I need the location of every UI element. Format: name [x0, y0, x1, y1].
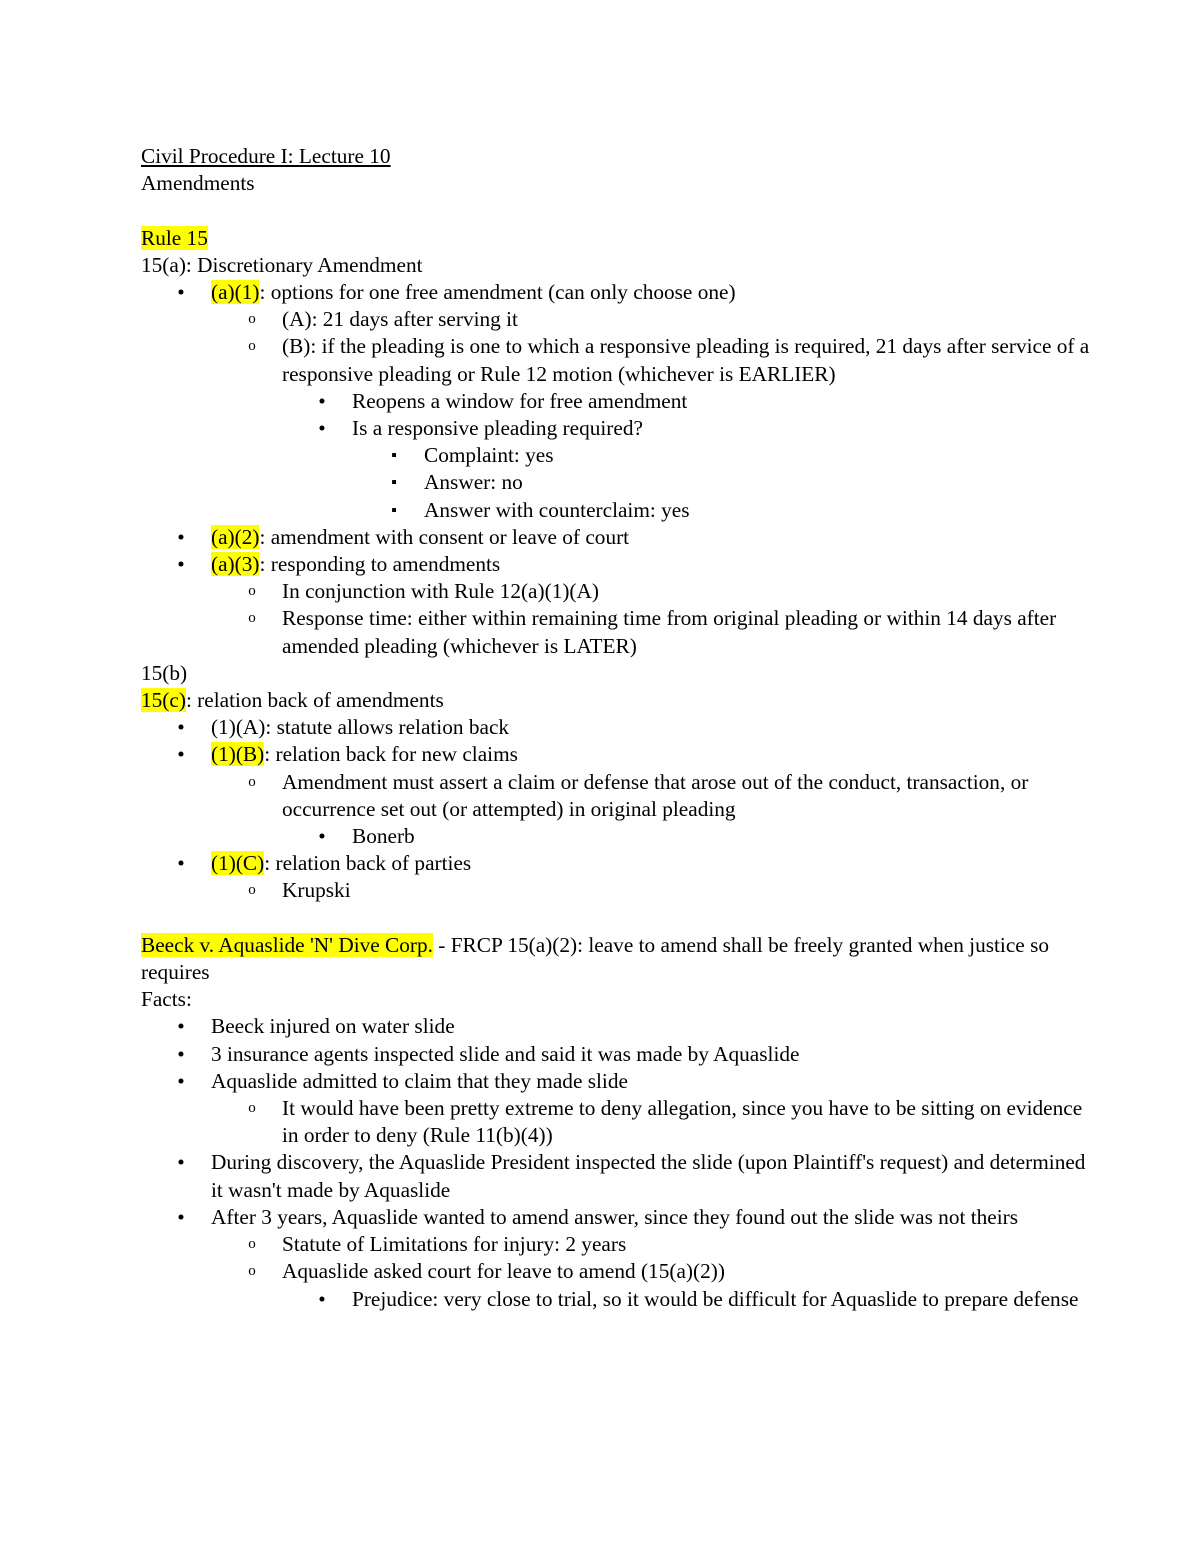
list-item-bonerb: [141, 823, 1100, 850]
list-item-c1B: [141, 741, 1100, 768]
a1-text: : options for one free amendment (can only choose one): [259, 280, 736, 304]
statute-text: Statute of Limitations for injury: 2 years: [282, 1232, 627, 1257]
bullet-icon: •: [177, 552, 185, 577]
circle-bullet-icon: o: [248, 583, 256, 600]
case-name: Beeck v. Aquaslide 'N' Dive Corp.: [141, 932, 433, 957]
bullet-icon: •: [177, 524, 185, 549]
list-item-fact: [141, 1041, 1100, 1068]
list-item-counterclaim: [141, 497, 1100, 524]
circle-bullet-icon: o: [248, 338, 256, 355]
a1-label: (a)(1): [211, 280, 260, 304]
section-heading-rule15: [141, 225, 1100, 252]
list-item-reopens: [141, 388, 1100, 415]
c1C-label: (1)(C): [211, 851, 265, 876]
bonerb-text: Bonerb: [352, 824, 415, 849]
a3-response-time-text: Response time: either within remaining time from original pleading or within 14 days after amended pleading (whichever is LATER): [282, 606, 1057, 658]
krupski-text: Krupski: [282, 878, 351, 903]
list-item-prejudice: [141, 1286, 1100, 1313]
required-question-text: Is a responsive pleading required?: [352, 416, 643, 441]
circle-bullet-icon: o: [248, 610, 256, 627]
case-summary: - FRCP 15(a)(2): leave to amend shall be freely granted when justice so requires: [141, 932, 1050, 985]
list-item-fact: [141, 1013, 1100, 1040]
bullet-icon: •: [318, 416, 326, 441]
a3-label: (a)(3): [211, 552, 260, 577]
circle-bullet-icon: o: [248, 1263, 256, 1280]
bullet-icon: •: [177, 715, 185, 740]
subsection-15c: [141, 687, 1100, 714]
bullet-icon: •: [177, 742, 185, 767]
15c-text: : relation back of amendments: [185, 688, 444, 713]
counterclaim-text: Answer with counterclaim: yes: [424, 497, 690, 522]
rule15c-list: [141, 714, 1100, 904]
list-item-discovery: [141, 1149, 1100, 1203]
bullet-icon: •: [177, 1014, 185, 1039]
square-bullet-icon: ▪: [391, 474, 397, 492]
15c-label: 15(c): [141, 688, 186, 713]
spacer: [141, 905, 1100, 932]
c1A-text: (1)(A): statute allows relation back: [211, 715, 510, 740]
c1C-text: : relation back of parties: [264, 851, 472, 876]
case-heading: [141, 932, 1100, 986]
answer-text: Answer: no: [424, 470, 523, 495]
list-item-c1A: [141, 714, 1100, 741]
circle-bullet-icon: o: [248, 773, 256, 790]
bullet-icon: •: [318, 824, 326, 849]
a3-conjunction-text: In conjunction with Rule 12(a)(1)(A): [282, 579, 599, 604]
list-item-after-3-years: [141, 1204, 1100, 1231]
subsection-15b: 15(b): [141, 660, 188, 685]
a2-label: (a)(2): [211, 524, 260, 549]
list-item-a1-B: [141, 333, 1100, 387]
list-item-a1: [141, 279, 1100, 306]
facts-list: [141, 1013, 1100, 1312]
list-item-statute-of-limitations: [141, 1231, 1100, 1258]
bullet-icon: •: [177, 1204, 185, 1229]
list-item-leave-to-amend: [141, 1258, 1100, 1285]
list-item-extreme: [141, 1095, 1100, 1149]
fact-text: Aquaslide admitted to claim that they made slide: [211, 1068, 628, 1093]
spacer: [141, 197, 1100, 224]
extreme-text: It would have been pretty extreme to deny allegation, since you have to be sitting on evidence in order to deny (Rule 11(b)(4)): [282, 1096, 1083, 1148]
bullet-icon: •: [318, 388, 326, 413]
circle-bullet-icon: o: [248, 1100, 256, 1117]
list-item-a2: [141, 524, 1100, 551]
list-item-krupski: [141, 877, 1100, 904]
bullet-icon: •: [177, 1041, 185, 1066]
rule15a-list: [141, 279, 1100, 660]
circle-bullet-icon: o: [248, 311, 256, 328]
list-item-complaint: [141, 442, 1100, 469]
circle-bullet-icon: o: [248, 882, 256, 899]
c1B-detail-text: Amendment must assert a claim or defense that arose out of the conduct, transaction, or occurrence set out (or attempted) in original pleading: [282, 769, 1029, 821]
bullet-icon: •: [318, 1286, 326, 1311]
circle-bullet-icon: o: [248, 1236, 256, 1253]
bullet-icon: •: [177, 851, 185, 876]
a1-A-text: (A): 21 days after serving it: [282, 307, 518, 332]
a3-text: : responding to amendments: [259, 552, 501, 577]
bullet-icon: •: [177, 1150, 185, 1175]
reopens-text: Reopens a window for free amendment: [352, 388, 688, 413]
bullet-icon: •: [177, 1068, 185, 1093]
list-item-required-question: [141, 415, 1100, 442]
list-item-a3-conjunction: [141, 578, 1100, 605]
document-topic: Amendments: [141, 171, 255, 196]
rule15-heading: Rule 15: [141, 225, 208, 250]
prejudice-text: Prejudice: very close to trial, so it would be difficult for Aquaslide to prepare defense: [352, 1286, 1079, 1311]
a2-text: : amendment with consent or leave of court: [259, 524, 630, 549]
leave-to-amend-text: Aquaslide asked court for leave to amend (15(a)(2)): [282, 1259, 725, 1284]
list-item-answer: [141, 469, 1100, 496]
complaint-text: Complaint: yes: [424, 443, 554, 468]
list-item-c1B-detail: [141, 769, 1100, 823]
a1-B-text: (B): if the pleading is one to which a responsive pleading is required, 21 days after service of a responsive pleading or Rule 12 motion (whichever is EARLIER): [282, 334, 1090, 386]
fact-text: 3 insurance agents inspected slide and said it was made by Aquaslide: [211, 1041, 800, 1066]
square-bullet-icon: ▪: [391, 501, 397, 519]
fact-text: Beeck injured on water slide: [211, 1014, 455, 1039]
c1B-label: (1)(B): [211, 742, 265, 767]
discovery-text: During discovery, the Aquaslide President inspected the slide (upon Plaintiff's request) and determined it wasn't made by Aquaslide: [211, 1150, 1086, 1202]
c1B-text: : relation back for new claims: [264, 742, 518, 767]
list-item-fact: [141, 1068, 1100, 1095]
bullet-icon: •: [177, 280, 185, 304]
list-item-a3: [141, 551, 1100, 578]
document-title: Civil Procedure I: Lecture 10: [141, 144, 391, 168]
square-bullet-icon: ▪: [391, 447, 397, 465]
list-item-c1C: [141, 850, 1100, 877]
list-item-a3-response-time: [141, 605, 1100, 659]
list-item-a1-A: [141, 306, 1100, 333]
facts-label: Facts:: [141, 987, 192, 1012]
subsection-15a: 15(a): Discretionary Amendment: [141, 252, 423, 277]
after-3-years-text: After 3 years, Aquaslide wanted to amend answer, since they found out the slide was not theirs: [211, 1204, 1019, 1229]
